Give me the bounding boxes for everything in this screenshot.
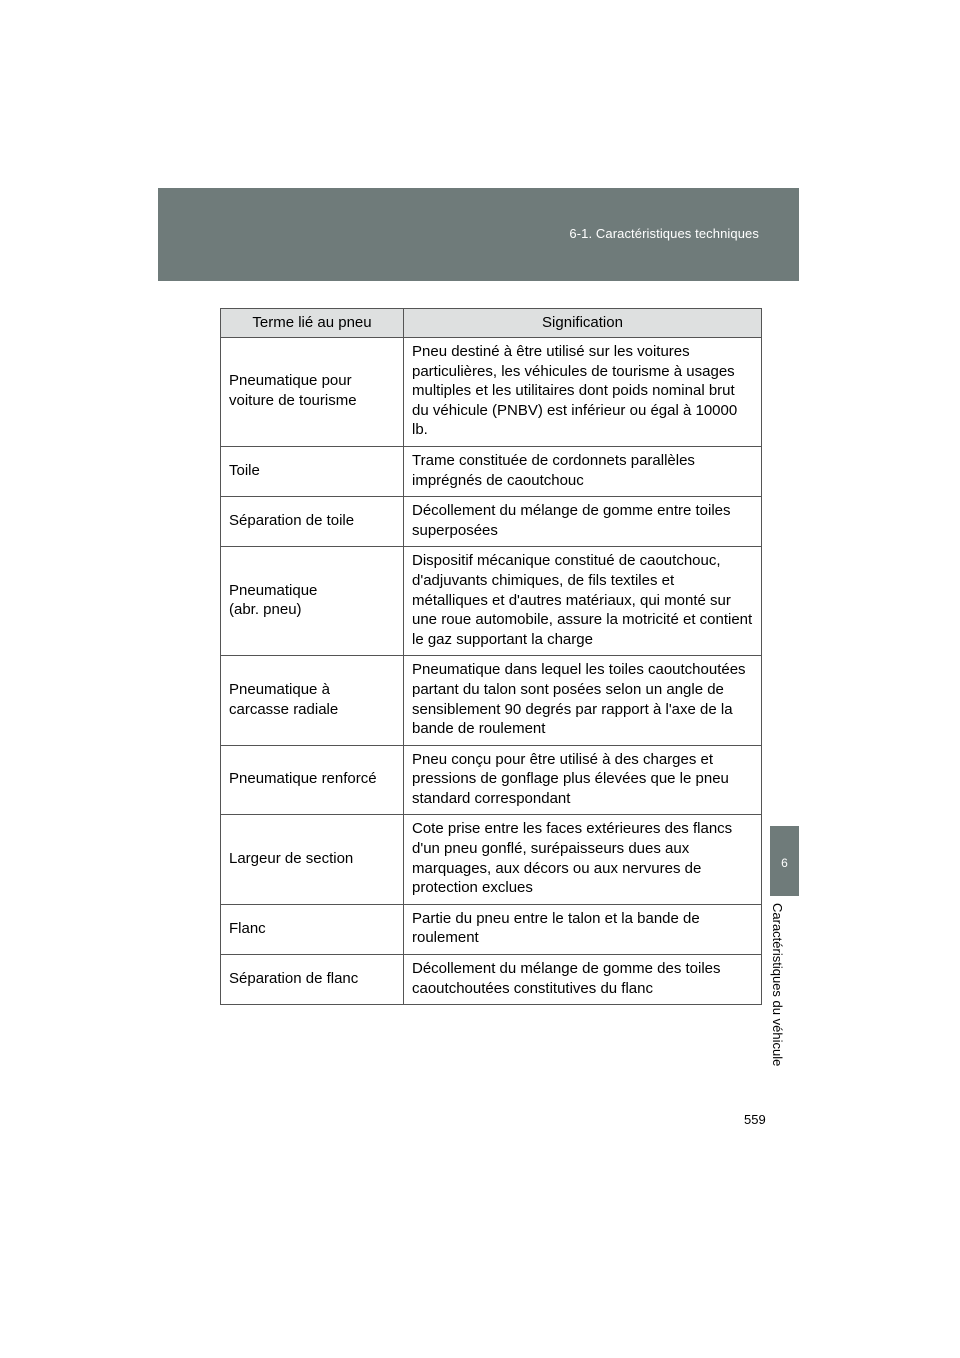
meaning-cell: Pneu destiné à être utilisé sur les voitures particulières, les véhicules de tourisme à usages multiples et les utilitaires dont poids nominal brut du véhicule (PNBV) est inférieur ou égal à 10000 lb. bbox=[404, 338, 762, 447]
table-header-row bbox=[221, 309, 762, 338]
meaning-cell: Dispositif mécanique constitué de caoutchouc, d'adjuvants chimiques, de fils textiles et métalliques et d'autres matériaux, qui monté sur une roue automobile, assure la motricité et contient le gaz supportant la charge bbox=[404, 547, 762, 656]
table-row bbox=[221, 904, 762, 954]
table-row bbox=[221, 656, 762, 745]
table-row bbox=[221, 338, 762, 447]
table-row bbox=[221, 497, 762, 547]
meaning-cell: Cote prise entre les faces extérieures des flancs d'un pneu gonflé, surépaisseurs dues aux marquages, aux décors ou aux nervures de protection exclues bbox=[404, 815, 762, 904]
term-cell: Pneumatique renforcé bbox=[221, 745, 404, 815]
meaning-cell: Trame constituée de cordonnets parallèles imprégnés de caoutchouc bbox=[404, 446, 762, 496]
section-title: 6-1. Caractéristiques techniques bbox=[569, 226, 759, 241]
chapter-number: 6 bbox=[781, 856, 788, 870]
term-cell: Flanc bbox=[221, 904, 404, 954]
table-row bbox=[221, 547, 762, 656]
table-row bbox=[221, 446, 762, 496]
column-header-meaning: Signification bbox=[404, 309, 762, 338]
meaning-cell: Pneumatique dans lequel les toiles caoutchoutées partant du talon sont posées selon un angle de sensiblement 90 degrés par rapport à l'axe de la bande de roulement bbox=[404, 656, 762, 745]
term-cell: Pneumatique (abr. pneu) bbox=[221, 547, 404, 656]
term-cell: Pneumatique pour voiture de tourisme bbox=[221, 338, 404, 447]
meaning-cell: Décollement du mélange de gomme des toiles caoutchoutées constitutives du flanc bbox=[404, 955, 762, 1005]
column-header-term: Terme lié au pneu bbox=[221, 309, 404, 338]
tire-terms-table bbox=[220, 308, 762, 1005]
term-cell: Toile bbox=[221, 446, 404, 496]
meaning-cell: Décollement du mélange de gomme entre toiles superposées bbox=[404, 497, 762, 547]
chapter-label: Caractéristiques du véhicule bbox=[770, 903, 785, 1067]
term-cell: Séparation de toile bbox=[221, 497, 404, 547]
table-row bbox=[221, 745, 762, 815]
term-cell: Largeur de section bbox=[221, 815, 404, 904]
table-row bbox=[221, 815, 762, 904]
table-row bbox=[221, 955, 762, 1005]
chapter-tab bbox=[770, 826, 799, 896]
term-cell: Séparation de flanc bbox=[221, 955, 404, 1005]
section-header-band bbox=[158, 188, 799, 281]
meaning-cell: Partie du pneu entre le talon et la bande de roulement bbox=[404, 904, 762, 954]
page-number: 559 bbox=[744, 1112, 766, 1127]
meaning-cell: Pneu conçu pour être utilisé à des charges et pressions de gonflage plus élevées que le pneu standard correspondant bbox=[404, 745, 762, 815]
term-cell: Pneumatique à carcasse radiale bbox=[221, 656, 404, 745]
